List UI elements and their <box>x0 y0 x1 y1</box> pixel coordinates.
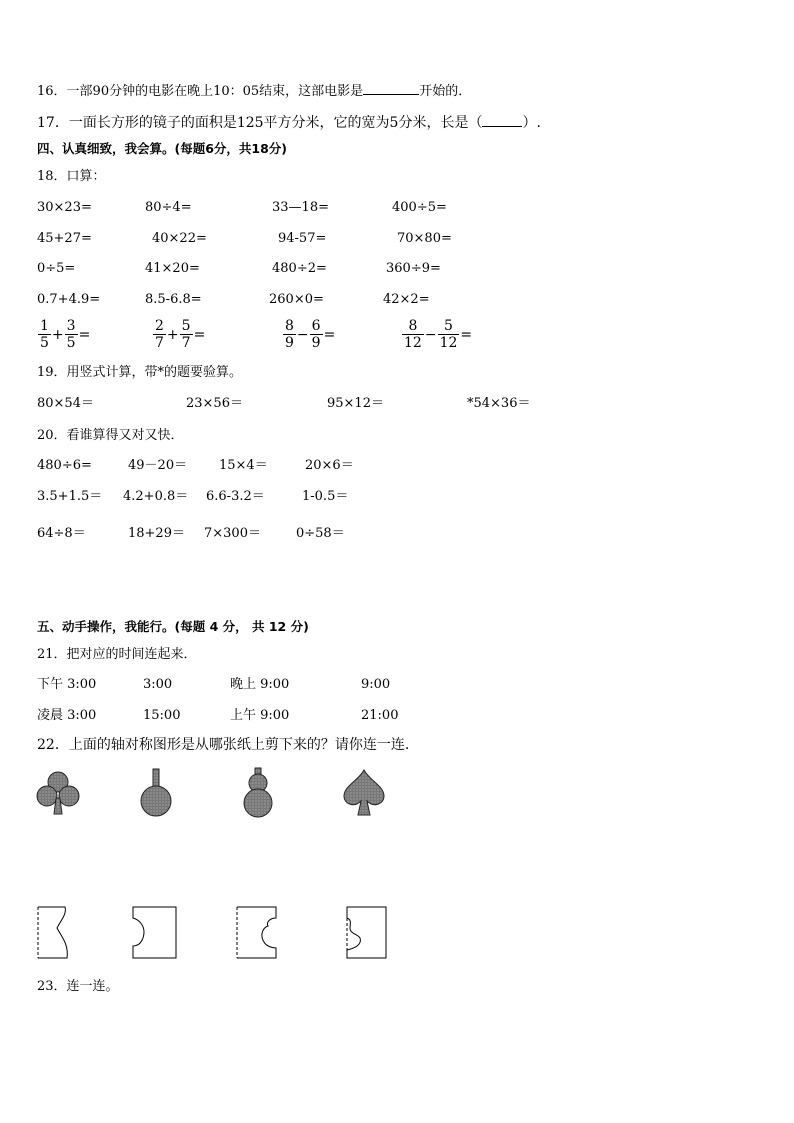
numerator: 6 <box>311 318 321 334</box>
q18-item: 260×0= <box>269 292 324 307</box>
q18-title: 18．口算： <box>37 169 106 184</box>
q20-item: 4.2+0.8＝ <box>123 489 189 504</box>
numerator: 8 <box>408 318 418 334</box>
q18-item: 30×23= <box>37 200 92 215</box>
q20-item: 0÷58＝ <box>296 526 345 541</box>
q18-item: 45+27= <box>37 231 92 246</box>
folded-paper-2-icon <box>132 906 182 960</box>
denominator: 7 <box>155 335 164 351</box>
question-16 <box>37 85 471 98</box>
q19-item: 23×56＝ <box>186 396 243 411</box>
denominator: 9 <box>285 335 294 351</box>
q16-number: 16． <box>37 84 67 99</box>
equals: = <box>78 326 91 343</box>
q19-item: 95×12＝ <box>327 396 384 411</box>
club-shape-icon <box>36 770 80 816</box>
q20-item: 49－20＝ <box>128 458 188 473</box>
q18-item: 360÷9= <box>386 261 441 276</box>
q21-time-label: 下午 3:00 <box>37 677 97 692</box>
q17-text-end: ）. <box>522 115 541 131</box>
denominator: 9 <box>311 335 321 351</box>
denominator: 7 <box>181 335 191 351</box>
operator: − <box>296 326 309 343</box>
equals: = <box>193 326 206 343</box>
q20-item: 7×300＝ <box>204 526 261 541</box>
gourd-shape-icon <box>240 767 276 819</box>
folded-paper-3-icon <box>236 906 286 960</box>
q18-item: 41×20= <box>145 261 200 276</box>
q18-fraction-expr <box>283 318 336 351</box>
q20-item: 20×6＝ <box>305 458 354 473</box>
q18-fraction-expr <box>402 318 473 351</box>
q21-time-label: 上午 9:00 <box>230 708 290 723</box>
q16-text-end: 开始的． <box>419 84 472 99</box>
q20-item: 64÷8＝ <box>37 526 86 541</box>
q20-item: 3.5+1.5＝ <box>37 489 103 504</box>
q18-item: 0.7+4.9= <box>37 292 101 307</box>
q23-title: 23．连一连。 <box>37 979 119 994</box>
q21-time-label: 晚上 9:00 <box>230 677 290 692</box>
q21-time-label: 15:00 <box>143 708 181 723</box>
q20-item: 18+29＝ <box>128 526 185 541</box>
q18-item: 80÷4= <box>145 200 192 215</box>
equals: = <box>460 326 473 343</box>
q20-item: 15×4＝ <box>219 458 268 473</box>
q17-text: 一面长方形的镜子的面积是125平方分米，它的宽为5分米，长是（ <box>68 115 483 131</box>
question-17 <box>37 116 541 130</box>
numerator: 3 <box>66 318 76 334</box>
folded-paper-4-icon <box>346 906 390 960</box>
operator: − <box>424 326 437 343</box>
denominator: 5 <box>66 335 76 351</box>
folded-paper-1-icon <box>37 906 77 960</box>
bottle-shape-icon <box>138 768 174 818</box>
denominator: 12 <box>404 335 422 351</box>
numerator: 1 <box>40 318 49 334</box>
numerator: 2 <box>155 318 164 334</box>
q18-item: 40×22= <box>152 231 207 246</box>
q18-item: 0÷5= <box>37 261 76 276</box>
q19-title: 19．用竖式计算，带*的题要验算。 <box>37 365 243 380</box>
q18-item: 400÷5= <box>392 200 447 215</box>
q20-item: 1-0.5＝ <box>302 489 349 504</box>
q20-title: 20．看谁算得又对又快． <box>37 428 184 443</box>
q16-answer-blank[interactable] <box>363 94 419 95</box>
operator: + <box>166 326 179 343</box>
q21-time-label: 9:00 <box>361 677 391 692</box>
section-5-heading: 五、动手操作，我能行。(每题 4 分， 共 12 分) <box>37 619 309 634</box>
numerator: 8 <box>285 318 294 334</box>
q20-item: 6.6-3.2＝ <box>206 489 265 504</box>
denominator: 12 <box>439 335 458 351</box>
q21-title: 21．把对应的时间连起来． <box>37 647 197 662</box>
q21-time-label: 3:00 <box>143 677 173 692</box>
numerator: 5 <box>181 318 191 334</box>
q20-item: 480÷6= <box>37 458 92 473</box>
denominator: 5 <box>40 335 49 351</box>
q18-fraction-expr <box>38 318 91 351</box>
q17-number: 17． <box>37 115 69 131</box>
q18-item: 480÷2= <box>272 261 327 276</box>
q22-title: 22．上面的轴对称图形是从哪张纸上剪下来的？请你连一连. <box>37 737 410 753</box>
spade-shape-icon <box>341 768 387 818</box>
q18-fraction-expr <box>153 318 206 351</box>
numerator: 5 <box>444 318 453 334</box>
q16-text: 一部90分钟的电影在晚上10：05结束，这部电影是 <box>66 84 364 99</box>
q18-item: 94-57= <box>278 231 327 246</box>
q18-item: 8.5-6.8= <box>145 292 202 307</box>
q19-item: 80×54＝ <box>37 396 94 411</box>
q17-answer-blank[interactable] <box>482 126 522 127</box>
q21-time-label: 21:00 <box>361 708 399 723</box>
q18-item: 33—18= <box>272 200 329 215</box>
equals: = <box>323 326 336 343</box>
operator: + <box>51 326 64 343</box>
q19-item: *54×36＝ <box>467 396 531 411</box>
q18-item: 42×2= <box>383 292 430 307</box>
q21-time-label: 凌晨 3:00 <box>37 708 97 723</box>
q18-item: 70×80= <box>397 231 452 246</box>
section-4-heading: 四、认真细致，我会算。(每题6分，共18分) <box>37 141 288 156</box>
